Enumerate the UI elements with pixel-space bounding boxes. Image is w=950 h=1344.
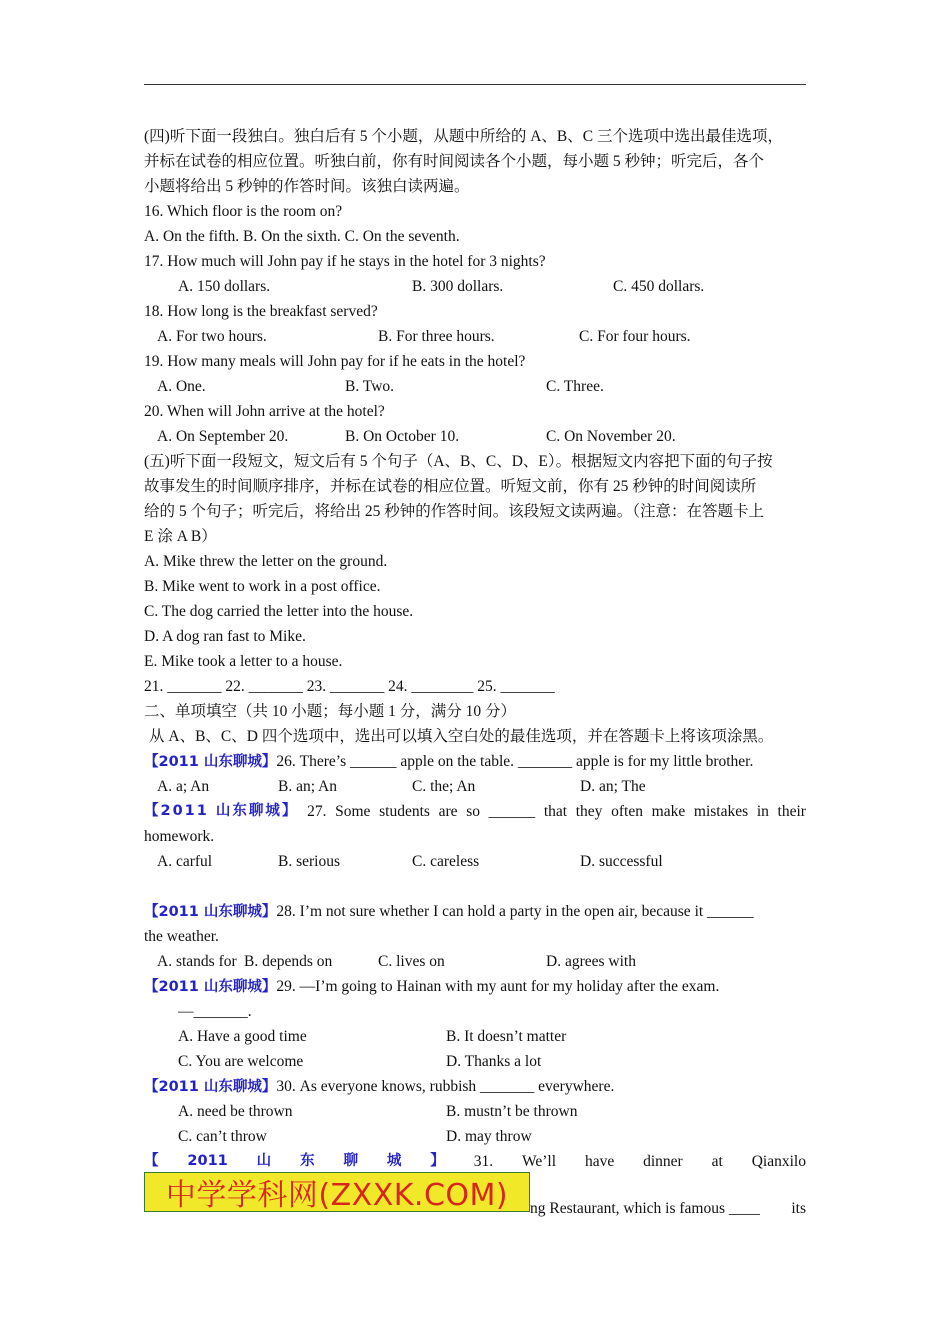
q31-word: at (711, 1153, 723, 1170)
q17-options (144, 274, 806, 299)
q29-options-row-1 (144, 1024, 806, 1049)
q29-stem-line (144, 974, 806, 999)
q31-tail-word: its (791, 1200, 806, 1217)
q29-option-d: D. Thanks a lot (446, 1053, 542, 1070)
q19-option-c: C. Three. (546, 378, 604, 395)
section5-intro-line-1: (五)听下面一段短文，短文后有 5 个句子（A、B、C、D、E）。根据短文内容把下面的句子按 (144, 453, 773, 470)
source-tag-char: 】 (430, 1153, 445, 1169)
q27-word: 27. (307, 803, 327, 820)
source-tag: 【2011 山东聊城】 (144, 754, 277, 770)
q28-option-a: A. stands for (157, 953, 237, 970)
q26-options (144, 774, 806, 799)
q29-option-c: C. You are welcome (178, 1053, 304, 1070)
q27-word: so (466, 803, 480, 820)
q29-options-row-2 (144, 1049, 806, 1074)
q19-options (144, 374, 806, 399)
q20-option-a: A. On September 20. (157, 428, 289, 445)
source-tag-char: 【 (144, 1153, 159, 1169)
q30-options-row-2 (144, 1124, 806, 1149)
q26-option-c: C. the; An (412, 778, 476, 795)
q31-tail-text: ng Restaurant, which is famous ____ (530, 1200, 760, 1217)
q31-stem-line-2 (530, 1196, 806, 1221)
section4-intro-line-1: (四)听下面一段独白。独白后有 5 个小题，从题中所给的 A、B、C 三个选项中选出最佳选项， (144, 128, 783, 145)
source-tag: 【2011 山东聊城】 (144, 1079, 277, 1095)
q16-options: A. On the fifth. B. On the sixth. C. On the seventh. (144, 228, 460, 245)
q28-stem-line-1 (144, 899, 806, 924)
q19-option-b: B. Two. (345, 378, 395, 395)
q27-word: that (543, 803, 568, 820)
q27-word: their (777, 803, 806, 820)
sentence-e: E. Mike took a letter to a house. (144, 653, 343, 670)
q20-option-c: C. On November 20. (546, 428, 676, 445)
watermark-logo (144, 1172, 530, 1212)
q27-word: make (651, 803, 686, 820)
q18-option-a: A. For two hours. (157, 328, 267, 345)
q27-word: are (438, 803, 458, 820)
q30-options-row-1 (144, 1099, 806, 1124)
q30-option-b: B. mustn’t be thrown (446, 1103, 578, 1120)
sentence-d: D. A dog ran fast to Mike. (144, 628, 306, 645)
q30-stem-line (144, 1074, 806, 1099)
q27-stem-line-2: homework. (144, 828, 215, 845)
q30-option-a: A. need be thrown (178, 1103, 293, 1120)
q29-stem: 29. —I’m going to Hainan with my aunt for my holiday after the exam. (276, 978, 720, 995)
source-tag: 【2011 山东聊城】 (144, 904, 277, 920)
source-tag-char: 东 (300, 1153, 315, 1169)
header-rule (144, 84, 806, 85)
section5-intro-line-3: 给的 5 个句子；听完后，将给出 25 秒钟的作答时间。该段短文读两遍。（注意：在答题卡上 (144, 503, 765, 520)
sentence-c: C. The dog carried the letter into the house. (144, 603, 414, 620)
section5-intro-line-2: 故事发生的时间顺序排序，并标在试卷的相应位置。听短文前，你有 25 秒钟的时间阅读所 (144, 478, 757, 495)
q18-options (144, 324, 806, 349)
q30-option-d: D. may throw (446, 1128, 532, 1145)
q30-stem: 30. As everyone knows, rubbish _______ everywhere. (276, 1078, 615, 1095)
q26-option-b: B. an; An (278, 778, 337, 795)
q27-options (144, 849, 806, 874)
q31-word: dinner (643, 1153, 683, 1170)
source-tag-char: 山 (256, 1153, 272, 1169)
q27-option-c: C. careless (412, 853, 480, 870)
section4-intro-line-2: 并标在试卷的相应位置。听独白前，你有时间阅读各个小题，每小题 5 秒钟；听完后，各个 (144, 153, 765, 170)
q28-options (144, 949, 806, 974)
q27-word: they (575, 803, 603, 820)
q27-word: Some (335, 803, 371, 820)
q26-option-a: A. a; An (157, 778, 210, 795)
watermark-text: 中学学科网(ZXXK.COM) (165, 1178, 509, 1213)
q28-option-b: B. depends on (244, 953, 333, 970)
q18-stem: 18. How long is the breakfast served? (144, 303, 378, 320)
source-tag-char: 城 (386, 1153, 402, 1169)
q31-word: Qianxilo (751, 1153, 806, 1170)
q17-stem: 17. How much will John pay if he stays in the hotel for 3 nights? (144, 253, 546, 270)
section4-intro-line-3: 小题将给出 5 秒钟的作答时间。该独白读两遍。 (144, 178, 470, 195)
q28-option-d: D. agrees with (546, 953, 636, 970)
q27-stem-line-1 (144, 799, 806, 824)
section5-intro-line-4: E 涂 A B） (144, 528, 217, 545)
source-tag: 【2011 山东聊城】 (144, 803, 299, 819)
q18-option-b: B. For three hours. (378, 328, 495, 345)
q19-stem: 19. How many meals will John pay for if he eats in the hotel? (144, 353, 526, 370)
q29-option-b: B. It doesn’t matter (446, 1028, 567, 1045)
source-tag-char: 聊 (343, 1153, 358, 1169)
q27-word: often (611, 803, 643, 820)
q19-option-a: A. One. (157, 378, 206, 395)
q16-stem: 16. Which floor is the room on? (144, 203, 343, 220)
part2-heading: 二、单项填空（共 10 小题；每小题 1 分，满分 10 分） (144, 703, 517, 720)
q27-word: students (379, 803, 430, 820)
sentence-b: B. Mike went to work in a post office. (144, 578, 381, 595)
source-tag-char: 2011 (187, 1153, 228, 1169)
q30-option-c: C. can’t throw (178, 1128, 267, 1145)
sentence-a: A. Mike threw the letter on the ground. (144, 553, 388, 570)
q17-option-a: A. 150 dollars. (178, 278, 271, 295)
answer-blanks-21-25: 21. _______ 22. _______ 23. _______ 24. ________ 25. _______ (144, 678, 555, 695)
q27-option-b: B. serious (278, 853, 340, 870)
q20-stem: 20. When will John arrive at the hotel? (144, 403, 385, 420)
q20-options (144, 424, 806, 449)
q31-word: have (584, 1153, 615, 1170)
q28-option-c: C. lives on (378, 953, 445, 970)
q27-option-a: A. carful (157, 853, 213, 870)
q17-option-b: B. 300 dollars. (412, 278, 504, 295)
source-tag: 【2011 山东聊城】 (144, 979, 277, 995)
q31-word: 31. (473, 1153, 494, 1170)
q26 (144, 749, 806, 774)
q27-word: in (756, 803, 769, 820)
q28-stem-line-2: the weather. (144, 928, 219, 945)
spacer (144, 874, 806, 899)
q20-option-b: B. On October 10. (345, 428, 460, 445)
part2-instruction: 从 A、B、C、D 四个选项中，选出可以填入空白处的最佳选项，并在答题卡上将该项涂黑。 (149, 728, 774, 745)
q28-stem: 28. I’m not sure whether I can hold a party in the open air, because it ______ (276, 903, 754, 920)
q31-word: We’ll (521, 1153, 557, 1170)
q26-option-d: D. an; The (580, 778, 646, 795)
q29-option-a: A. Have a good time (178, 1028, 307, 1045)
q27-option-d: D. successful (580, 853, 663, 870)
q18-option-c: C. For four hours. (579, 328, 691, 345)
q29-reply: —_______. (178, 1003, 252, 1020)
exam-page (144, 124, 806, 1174)
q26-stem: 26. There’s ______ apple on the table. _______ apple is for my little brother. (276, 753, 754, 770)
q27-word: mistakes (693, 803, 749, 820)
q17-option-c: C. 450 dollars. (613, 278, 705, 295)
q27-blank: ______ (488, 803, 536, 820)
